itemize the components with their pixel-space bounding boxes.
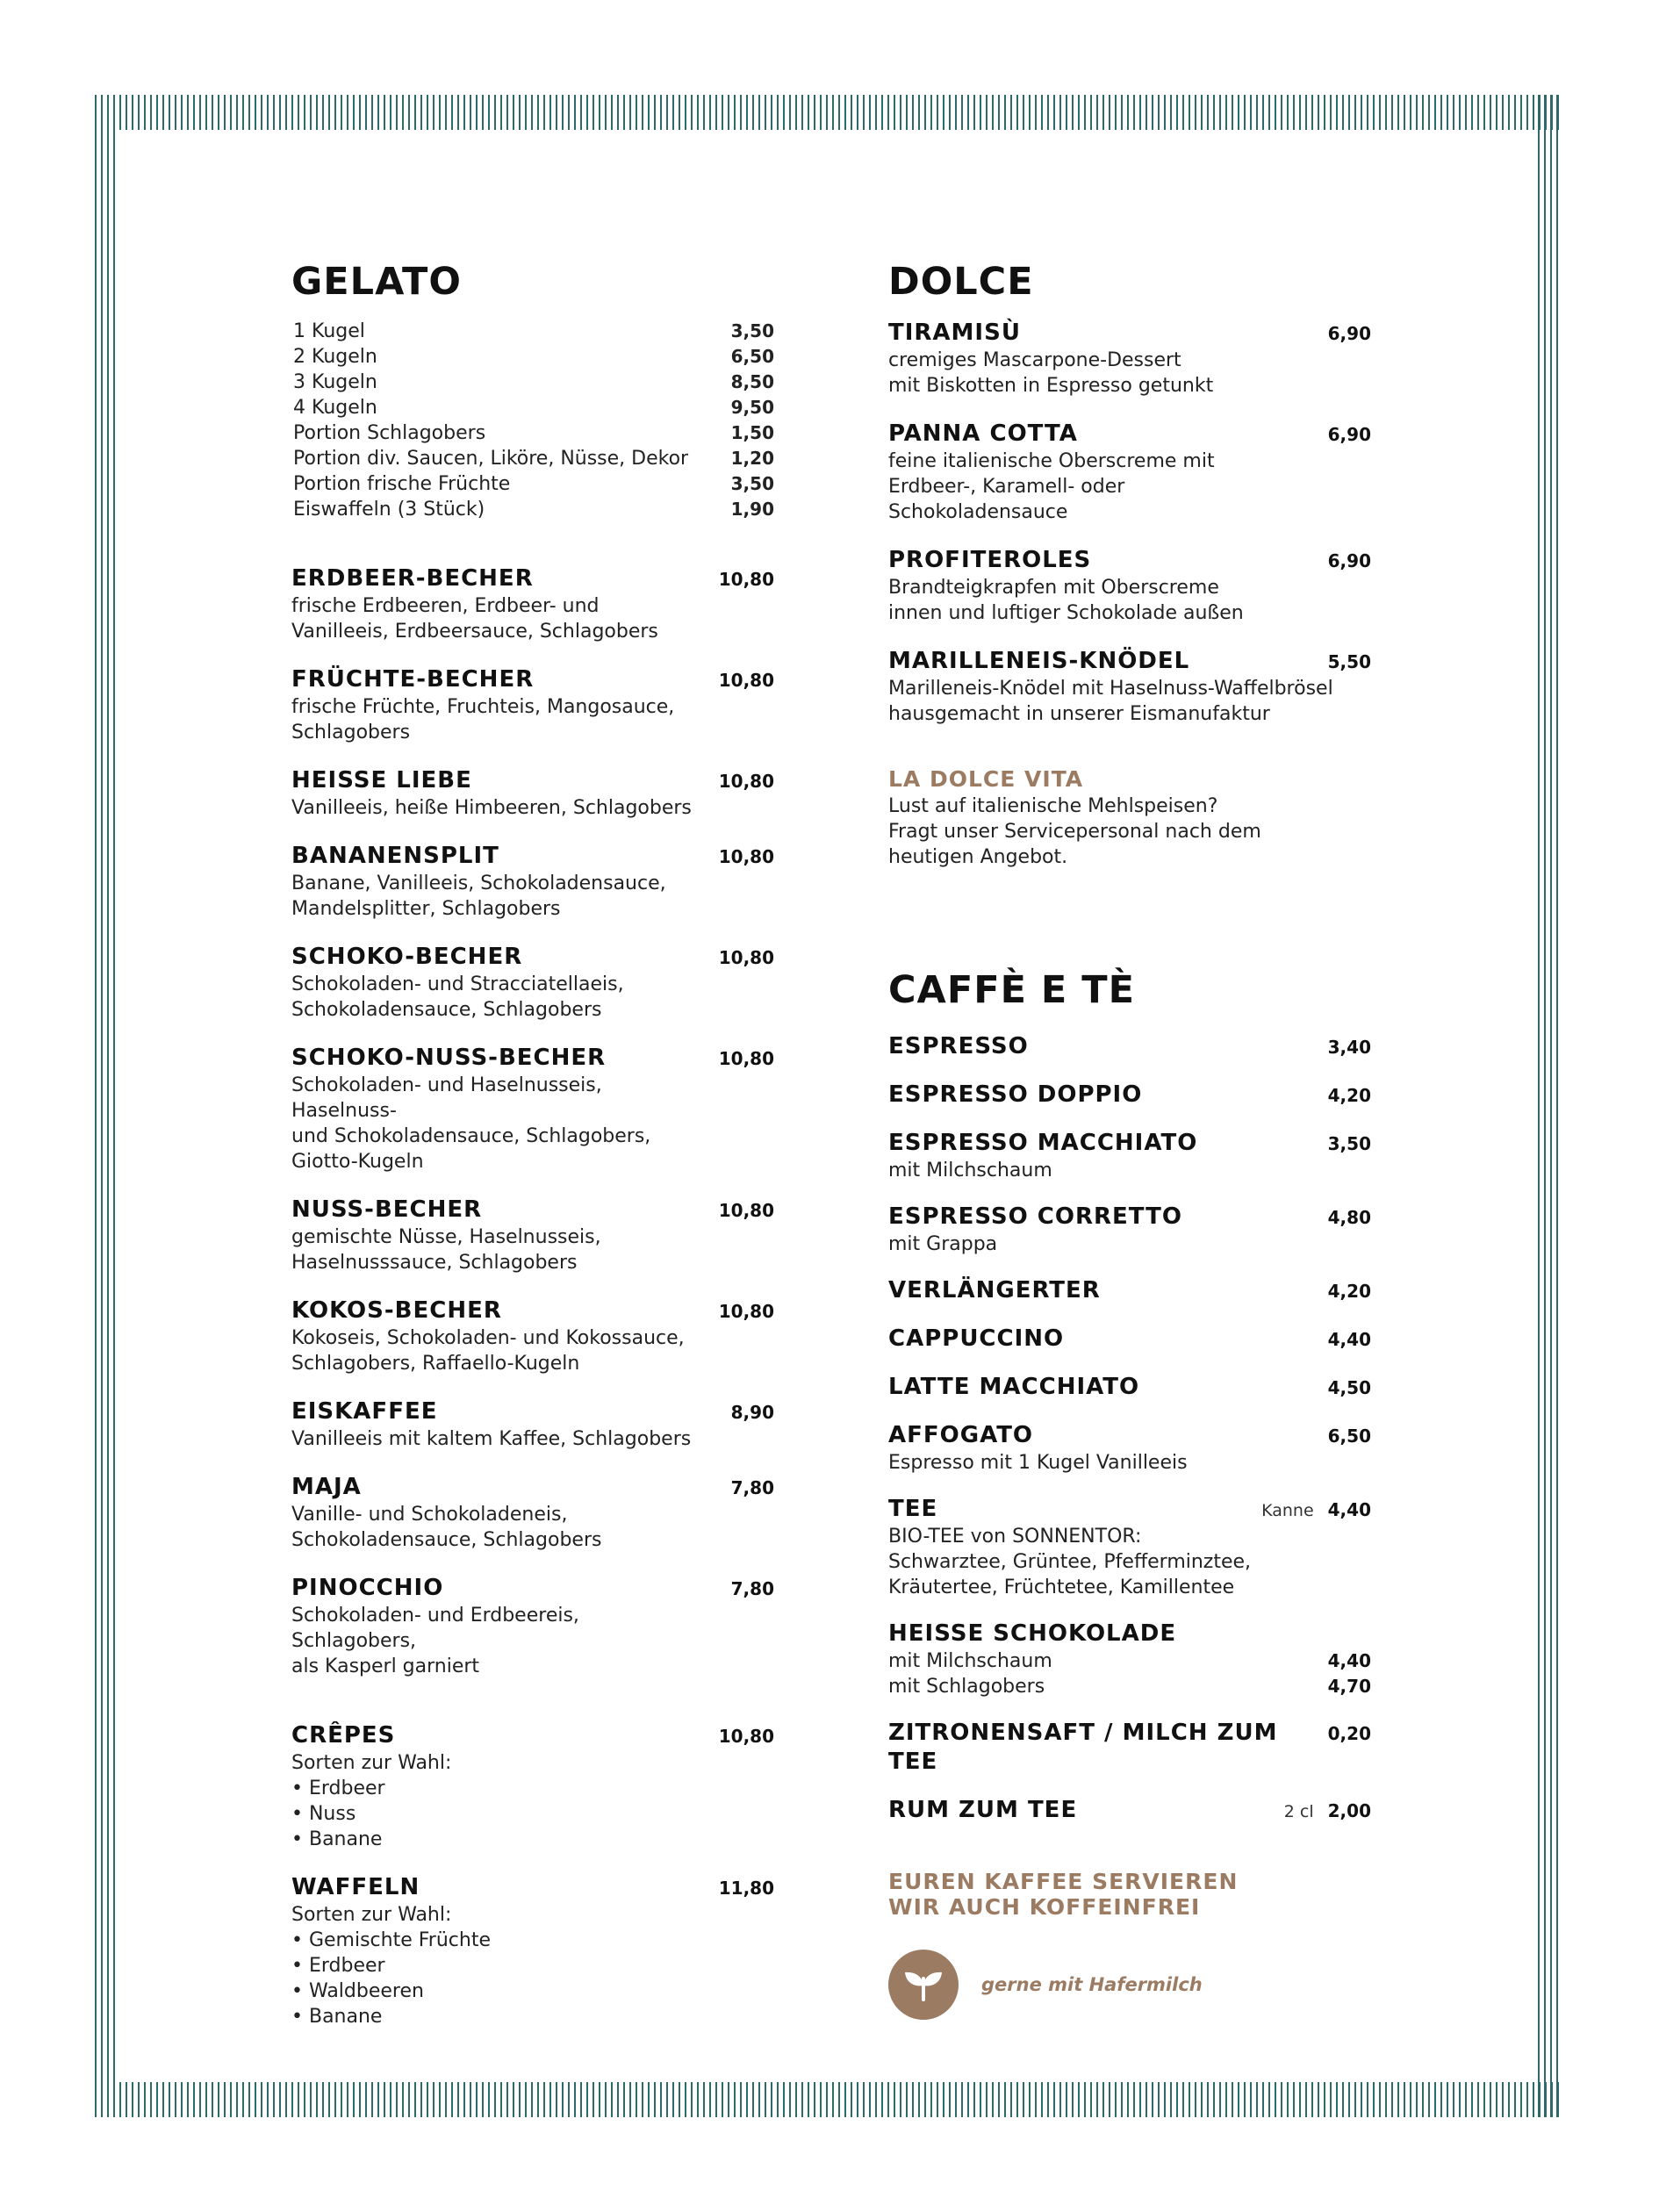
item-name: BANANENSPLIT — [291, 843, 499, 869]
item-price: 3,40 — [1327, 1037, 1371, 1058]
item-name: NUSS-BECHER — [291, 1196, 483, 1223]
item-name: HEISSE LIEBE — [291, 767, 472, 794]
item-name: MAJA — [291, 1474, 362, 1500]
menu-item — [291, 1873, 774, 2029]
item-price: 8,90 — [730, 1402, 774, 1423]
menu-item — [291, 564, 774, 644]
item-label: Portion frische Früchte — [293, 473, 511, 495]
item-name: TIRAMISÙ — [888, 320, 1021, 346]
item-description: Brandteigkrapfen mit Oberscreme innen und luftiger Schokolade außen — [888, 577, 1244, 624]
item-price: 1,20 — [730, 448, 774, 469]
scoop-list — [291, 319, 774, 522]
list-item — [291, 471, 774, 497]
item-unit: 2 cl — [1283, 1802, 1314, 1821]
item-name: CAPPUCCINO — [888, 1325, 1065, 1352]
item-price: 6,90 — [1327, 424, 1371, 445]
list-item — [291, 497, 774, 522]
item-description: Schokoladen- und Stracciatellaeis, Schokoladensauce, Schlagobers — [291, 973, 624, 1021]
item-price: 4,20 — [1327, 1281, 1371, 1302]
item-name: ESPRESSO CORRETTO — [888, 1203, 1182, 1230]
menu-item — [888, 1276, 1371, 1305]
item-name: SCHOKO-NUSS-BECHER — [291, 1045, 607, 1071]
menu-item — [888, 1203, 1371, 1257]
item-price: 10,80 — [718, 670, 774, 691]
item-price: 10,80 — [718, 846, 774, 867]
item-name: SCHOKO-BECHER — [291, 944, 523, 970]
item-price: 1,90 — [730, 499, 774, 520]
item-name: PROFITEROLES — [888, 547, 1092, 573]
item-name: ZITRONENSAFT / MILCH ZUM TEE — [888, 1720, 1278, 1775]
gelato-title: GELATO — [291, 260, 462, 304]
dolce-title: DOLCE — [888, 260, 1034, 304]
dolce-vita-note — [888, 765, 1371, 870]
item-name: KOKOS-BECHER — [291, 1297, 502, 1324]
item-name: RUM ZUM TEE — [888, 1797, 1078, 1823]
item-price: 1,50 — [730, 422, 774, 443]
item-price: 2,00 — [1327, 1800, 1371, 1821]
item-description: Espresso mit 1 Kugel Vanilleeis — [888, 1452, 1188, 1474]
menu-item — [888, 1129, 1371, 1183]
item-price: 10,80 — [718, 1048, 774, 1069]
item-description: Kokoseis, Schokoladen- und Kokossauce, Schlagobers, Raffaello-Kugeln — [291, 1327, 685, 1375]
menu-item — [291, 1296, 774, 1376]
menu-item — [888, 1325, 1371, 1354]
item-price: 4,80 — [1327, 1207, 1371, 1228]
item-price: 0,20 — [1327, 1723, 1371, 1744]
list-item — [291, 319, 774, 344]
item-description: Schokoladen- und Haselnusseis, Haselnuss- und Schokoladensauce, Schlagobers, Giotto-Kugeln — [291, 1074, 651, 1173]
menu-item — [888, 1495, 1371, 1600]
dolce-caffe-column — [888, 260, 1371, 2020]
koffeinfrei-note — [888, 1869, 1371, 1920]
menu-item — [888, 546, 1371, 626]
dolce-vita-title: LA DOLCE VITA — [888, 766, 1084, 792]
border-left — [95, 95, 119, 2117]
item-price: 4,70 — [1327, 1676, 1371, 1697]
item-price: 4,40 — [1327, 1329, 1371, 1350]
menu-item — [888, 319, 1371, 399]
item-price: 3,50 — [730, 473, 774, 494]
item-description: Schokoladen- und Erdbeereis, Schlagobers, als Kasperl garniert — [291, 1605, 579, 1677]
item-price: 6,50 — [730, 346, 774, 367]
item-name: ESPRESSO DOPPIO — [888, 1081, 1143, 1108]
hafermilch-note — [888, 1950, 1371, 2020]
item-name: CRÊPES — [291, 1722, 396, 1749]
menu-item — [888, 1719, 1371, 1777]
menu-item — [888, 1796, 1371, 1825]
item-description: mit Milchschaum — [888, 1160, 1052, 1181]
item-description: feine italienische Oberscreme mit Erdbeer-, Karamell- oder Schokoladensauce — [888, 450, 1215, 523]
item-label: mit Schlagobers — [888, 1676, 1045, 1698]
item-price: 7,80 — [730, 1477, 774, 1498]
item-description: Vanille- und Schokoladeneis, Schokoladensauce, Schlagobers — [291, 1504, 602, 1551]
item-price: 11,80 — [718, 1878, 774, 1899]
item-price: 10,80 — [718, 1726, 774, 1747]
item-label: 4 Kugeln — [293, 397, 377, 419]
item-name: WAFFELN — [291, 1874, 420, 1900]
item-description: mit Grappa — [888, 1233, 998, 1255]
menu-item — [291, 1397, 774, 1452]
item-description: BIO-TEE von SONNENTOR: Schwarztee, Grüntee, Pfefferminztee, Kräutertee, Früchtetee, Kamillentee — [888, 1526, 1252, 1598]
item-description: frische Erdbeeren, Erdbeer- und Vanilleeis, Erdbeersauce, Schlagobers — [291, 595, 658, 643]
list-item — [291, 370, 774, 395]
menu-item — [291, 1473, 774, 1553]
item-description: frische Früchte, Fruchteis, Mangosauce, Schlagobers — [291, 696, 675, 743]
item-price: 3,50 — [1327, 1133, 1371, 1154]
item-price: 5,50 — [1327, 651, 1371, 672]
item-price: 8,50 — [730, 371, 774, 392]
item-description: Marilleneis-Knödel mit Haselnuss-Waffelbrösel hausgemacht in unserer Eismanufaktur — [888, 678, 1333, 725]
gelato-column — [291, 260, 774, 2029]
item-description: cremiges Mascarpone-Dessert mit Biskotten in Espresso getunkt — [888, 349, 1214, 397]
menu-item — [291, 1721, 774, 1852]
item-name: MARILLENEIS-KNÖDEL — [888, 648, 1190, 674]
menu-item — [291, 842, 774, 922]
menu-item — [888, 1421, 1371, 1476]
menu-item — [888, 1032, 1371, 1061]
item-price: 10,80 — [718, 771, 774, 792]
item-name: ESPRESSO — [888, 1033, 1029, 1059]
item-price: 10,80 — [718, 569, 774, 590]
item-price: 9,50 — [730, 397, 774, 418]
item-label: mit Milchschaum — [888, 1650, 1052, 1672]
item-name: VERLÄNGERTER — [888, 1277, 1101, 1304]
item-name: TEE — [888, 1496, 938, 1522]
item-unit: Kanne — [1261, 1501, 1314, 1520]
item-description: Sorten zur Wahl: • Erdbeer • Nuss • Banane — [291, 1752, 452, 1850]
border-bottom — [95, 2082, 1562, 2117]
koffeinfrei-line-1: EUREN KAFFEE SERVIEREN — [888, 1869, 1239, 1894]
item-name: PANNA COTTA — [888, 420, 1078, 447]
item-name: FRÜCHTE-BECHER — [291, 666, 535, 693]
list-item — [291, 344, 774, 370]
item-price: 6,50 — [1327, 1426, 1371, 1447]
item-name: AFFOGATO — [888, 1422, 1034, 1448]
item-price: 3,50 — [730, 320, 774, 341]
item-label: Portion div. Saucen, Liköre, Nüsse, Dekor — [293, 448, 689, 470]
item-price: 10,80 — [718, 1200, 774, 1221]
menu-item — [291, 1044, 774, 1174]
item-name: ESPRESSO MACCHIATO — [888, 1130, 1198, 1156]
item-price: 4,20 — [1327, 1085, 1371, 1106]
list-item — [291, 420, 774, 446]
menu-item — [291, 943, 774, 1023]
item-price: 6,90 — [1327, 550, 1371, 571]
item-description: Vanilleeis, heiße Himbeeren, Schlagobers — [291, 797, 692, 819]
list-item — [291, 446, 774, 471]
menu-item — [291, 766, 774, 821]
menu-item — [888, 647, 1371, 727]
menu-item — [291, 1196, 774, 1275]
item-price: 10,80 — [718, 1301, 774, 1322]
item-price: 4,40 — [1327, 1650, 1371, 1671]
item-description: Sorten zur Wahl: • Gemischte Früchte • Erdbeer • Waldbeeren • Banane — [291, 1904, 491, 2028]
leaf-icon — [888, 1950, 959, 2020]
item-price: 4,40 — [1327, 1499, 1371, 1520]
hafermilch-text: gerne mit Hafermilch — [981, 1974, 1203, 1995]
menu-item — [888, 1081, 1371, 1110]
menu-item — [888, 420, 1371, 525]
list-item — [888, 1648, 1371, 1674]
dolce-vita-text: Lust auf italienische Mehlspeisen? Fragt unser Servicepersonal nach dem heutigen Angebot. — [888, 795, 1261, 868]
item-label: 1 Kugel — [293, 320, 365, 342]
list-item — [888, 1674, 1371, 1699]
item-price: 10,80 — [718, 947, 774, 968]
item-label: 3 Kugeln — [293, 371, 377, 393]
item-price: 7,80 — [730, 1578, 774, 1599]
menu-item — [291, 1574, 774, 1679]
item-description: Vanilleeis mit kaltem Kaffee, Schlagobers — [291, 1428, 692, 1450]
menu-item — [291, 665, 774, 745]
item-label: 2 Kugeln — [293, 346, 377, 368]
border-right — [1538, 95, 1562, 2117]
item-name: EISKAFFEE — [291, 1398, 438, 1425]
item-price: 4,50 — [1327, 1377, 1371, 1398]
item-description: gemischte Nüsse, Haselnusseis, Haselnusssauce, Schlagobers — [291, 1226, 601, 1274]
koffeinfrei-line-2: WIR AUCH KOFFEINFREI — [888, 1894, 1201, 1920]
item-name: ERDBEER-BECHER — [291, 565, 534, 592]
caffe-title: CAFFÈ E TÈ — [888, 968, 1135, 1012]
border-top — [95, 95, 1562, 130]
item-label: Portion Schlagobers — [293, 422, 486, 444]
item-name: PINOCCHIO — [291, 1575, 444, 1601]
item-name: LATTE MACCHIATO — [888, 1374, 1140, 1400]
item-name: HEISSE SCHOKOLADE — [888, 1620, 1177, 1647]
list-item — [291, 395, 774, 420]
item-label: Eiswaffeln (3 Stück) — [293, 499, 485, 521]
menu-item — [888, 1373, 1371, 1402]
item-price: 6,90 — [1327, 323, 1371, 344]
item-description: Banane, Vanilleeis, Schokoladensauce, Mandelsplitter, Schlagobers — [291, 873, 666, 920]
menu-item — [888, 1620, 1371, 1699]
